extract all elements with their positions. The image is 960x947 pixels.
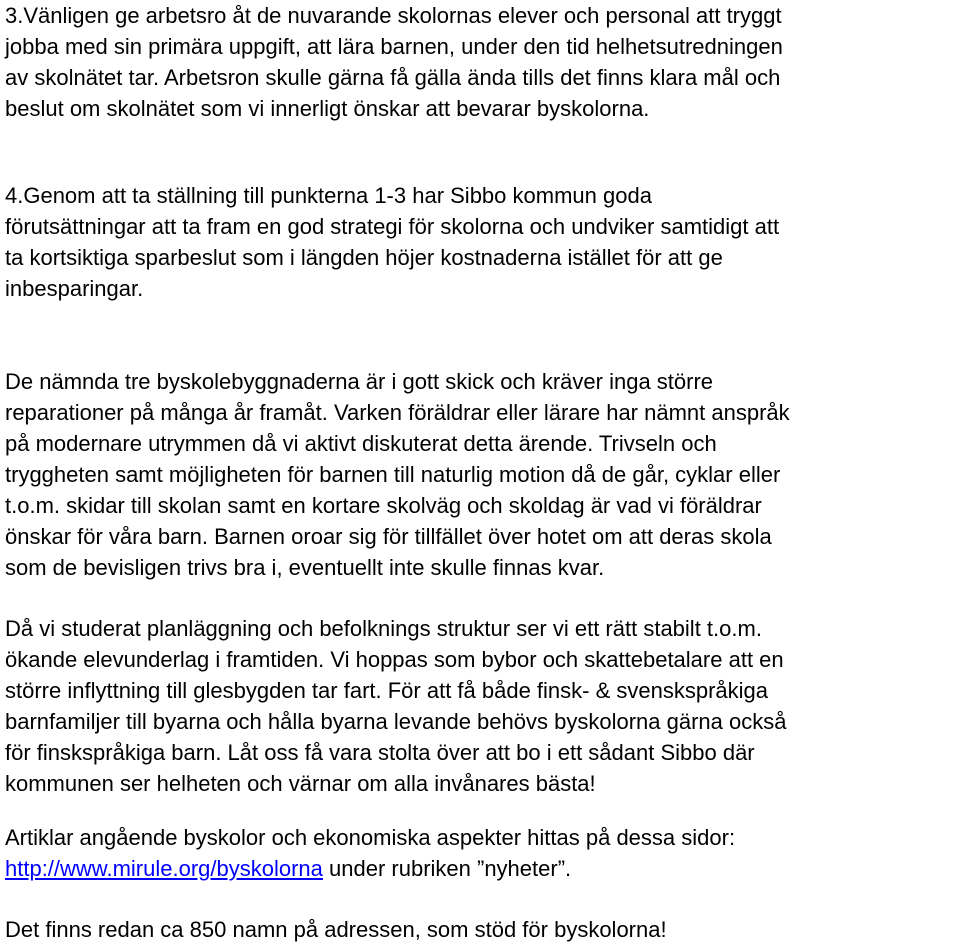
text-line-with-link — [5, 853, 735, 884]
text-line: 4.Genom att ta ställning till punkterna 1-3 har Sibbo kommun goda — [5, 183, 652, 208]
text-line: ökande elevunderlag i framtiden. Vi hoppas som bybor och skattebetalare att en — [5, 647, 784, 672]
text-line: önskar för våra barn. Barnen oroar sig för tillfället över hotet om att deras skola — [5, 524, 772, 549]
paragraph-buildings — [5, 366, 790, 583]
text-line: Då vi studerat planläggning och befolknings struktur ser vi ett rätt stabilt t.o.m. — [5, 616, 762, 641]
text-line: på modernare utrymmen då vi aktivt diskuterat detta ärende. Trivseln och — [5, 431, 717, 456]
text-line: barnfamiljer till byarna och hålla byarna levande behövs byskolorna gärna också — [5, 709, 787, 734]
byskolorna-link[interactable]: http://www.mirule.org/byskolorna — [5, 856, 323, 881]
paragraph-planning — [5, 613, 786, 799]
text-line: Det finns redan ca 850 namn på adressen, som stöd för byskolorna! — [5, 917, 667, 942]
text-line: Artiklar angående byskolor och ekonomiska aspekter hittas på dessa sidor: — [5, 825, 736, 850]
text-line: De nämnda tre byskolebyggnaderna är i gott skick och kräver inga större — [5, 369, 714, 394]
paragraph-4 — [5, 180, 779, 304]
text-line: reparationer på många år framåt. Varken föräldrar eller lärare har nämnt anspråk — [5, 400, 790, 425]
text-line: 3.Vänligen ge arbetsro åt de nuvarande skolornas elever och personal att tryggt — [5, 3, 782, 28]
closing-paragraph — [5, 914, 667, 945]
text-line: inbesparingar. — [5, 276, 144, 301]
text-line: tryggheten samt möjligheten för barnen till naturlig motion då de går, cyklar eller — [5, 462, 781, 487]
text-line: som de bevisligen trivs bra i, eventuellt inte skulle finnas kvar. — [5, 555, 605, 580]
text-line: större inflyttning till glesbygden tar fart. För att få både finsk- & svenskspråkiga — [5, 678, 769, 703]
paragraph-3 — [5, 0, 783, 124]
paragraph-articles — [5, 822, 735, 884]
text-line: för finskspråkiga barn. Låt oss få vara stolta över att bo i ett sådant Sibbo där — [5, 740, 755, 765]
text-line: av skolnätet tar. Arbetsron skulle gärna få gälla ända tills det finns klara mål och — [5, 65, 781, 90]
text-line: förutsättningar att ta fram en god strategi för skolorna och undviker samtidigt att — [5, 214, 780, 239]
text-line: ta kortsiktiga sparbeslut som i längden höjer kostnaderna istället för att ge — [5, 245, 723, 270]
text-line: beslut om skolnätet som vi innerligt önskar att bevarar byskolorna. — [5, 96, 650, 121]
text-line: kommunen ser helheten och värnar om alla invånares bästa! — [5, 771, 596, 796]
text-line: t.o.m. skidar till skolan samt en kortare skolväg och skoldag är vad vi föräldrar — [5, 493, 762, 518]
text-line: jobba med sin primära uppgift, att lära barnen, under den tid helhetsutredningen — [5, 34, 783, 59]
link-suffix-text: under rubriken ”nyheter”. — [322, 856, 572, 881]
